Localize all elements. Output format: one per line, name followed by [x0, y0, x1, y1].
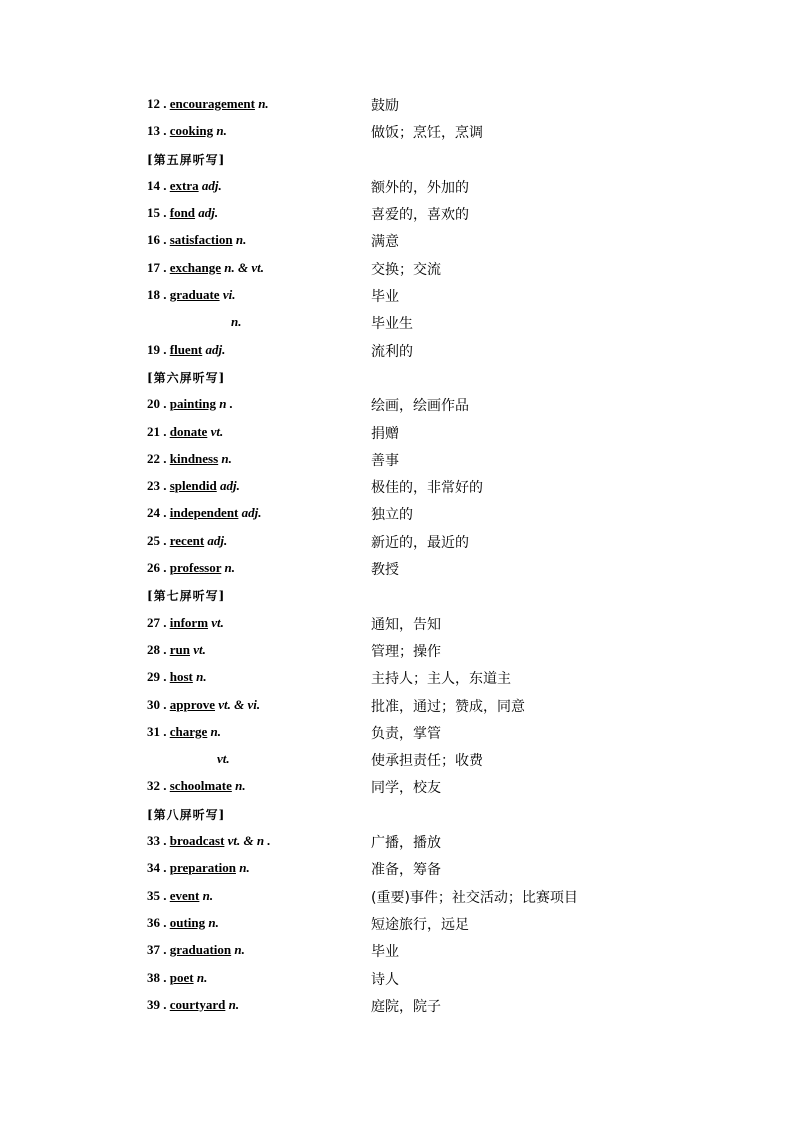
part-of-speech: vt. & n . — [227, 833, 271, 849]
english-term — [147, 751, 230, 767]
section-label: [第七屏听写] — [147, 589, 226, 604]
section-header — [0, 147, 794, 174]
chinese-meaning: 独立的 — [371, 507, 413, 524]
part-of-speech: n. — [231, 314, 242, 330]
vocab-word: event — [169, 887, 200, 903]
item-number: 20 . — [147, 396, 167, 412]
part-of-speech: n. — [210, 723, 222, 739]
part-of-speech: vt. — [193, 641, 206, 657]
item-number: 12 . — [147, 96, 167, 111]
vocab-word: fluent — [169, 341, 203, 357]
vocab-word: run — [169, 641, 190, 657]
part-of-speech: adj. — [241, 505, 262, 521]
part-of-speech: n. — [239, 860, 250, 876]
chinese-meaning: 批准，通过；赞成，同意 — [371, 698, 525, 715]
vocab-row — [0, 420, 794, 447]
chinese-meaning: 通知，告知 — [371, 616, 441, 633]
vocab-row — [0, 283, 794, 310]
item-number: 30 . — [147, 696, 167, 712]
item-number: 23 . — [147, 478, 167, 494]
vocab-row — [0, 201, 794, 228]
vocab-word: approve — [169, 696, 216, 712]
chinese-meaning: 极佳的，非常好的 — [371, 480, 483, 497]
chinese-meaning: 同学，校友 — [371, 780, 441, 797]
vocab-word: kindness — [169, 450, 219, 466]
part-of-speech: n. — [235, 232, 247, 248]
vocab-row — [0, 884, 794, 911]
part-of-speech: vt. — [217, 751, 230, 767]
part-of-speech: adj. — [205, 341, 226, 357]
part-of-speech: n. — [196, 669, 207, 685]
chinese-meaning: 诗人 — [371, 971, 399, 988]
english-term — [147, 96, 269, 112]
vocab-row — [0, 92, 794, 119]
vocab-word: cooking — [169, 123, 214, 139]
chinese-meaning: 鼓励 — [371, 98, 399, 114]
vocab-word: recent — [169, 532, 205, 548]
vocab-word: courtyard — [169, 996, 226, 1012]
part-of-speech: vi. — [222, 287, 236, 303]
chinese-meaning: 准备，筹备 — [371, 862, 441, 879]
vocab-row — [0, 774, 794, 801]
vocab-row — [0, 529, 794, 556]
section-label: [第八屏听写] — [147, 807, 226, 822]
vocab-word: schoolmate — [169, 778, 232, 794]
vocab-word: graduate — [169, 287, 220, 303]
part-of-speech: adj. — [207, 532, 228, 548]
item-number: 15 . — [147, 205, 167, 221]
english-term — [147, 997, 239, 1013]
vocab-word: fond — [169, 205, 196, 221]
part-of-speech: n. — [235, 778, 246, 794]
english-term — [147, 970, 207, 986]
chinese-meaning: 满意 — [371, 234, 399, 251]
vocab-word: painting — [169, 396, 216, 412]
part-of-speech: n. — [221, 450, 232, 466]
item-number: 35 . — [147, 887, 167, 903]
english-term — [147, 915, 219, 931]
chinese-meaning: 主持人；主人，东道主 — [371, 671, 511, 688]
part-of-speech: n. & vt. — [224, 259, 265, 275]
chinese-meaning: 使承担责任；收费 — [371, 753, 483, 770]
english-term — [147, 615, 224, 631]
part-of-speech: n. — [216, 123, 227, 139]
vocabulary-list — [0, 92, 794, 1020]
vocab-row — [0, 720, 794, 747]
english-term — [147, 205, 218, 221]
vocab-word: encouragement — [169, 96, 255, 111]
vocab-row — [0, 693, 794, 720]
part-of-speech: adj. — [219, 478, 240, 494]
vocab-word: inform — [169, 614, 209, 630]
section-header — [0, 802, 794, 829]
chinese-meaning: 捐赠 — [371, 425, 399, 442]
chinese-meaning: 交换；交流 — [371, 261, 441, 278]
vocab-row — [0, 174, 794, 201]
vocab-word: host — [169, 669, 193, 685]
english-term — [147, 505, 262, 521]
item-number: 26 . — [147, 560, 167, 576]
part-of-speech: n. — [202, 887, 214, 903]
part-of-speech: n. — [228, 996, 240, 1012]
part-of-speech: vt. — [211, 614, 224, 630]
english-term — [147, 942, 245, 958]
vocab-word: extra — [169, 177, 199, 193]
part-of-speech: n. — [208, 914, 219, 930]
item-number: 22 . — [147, 450, 167, 466]
item-number: 24 . — [147, 505, 167, 521]
vocab-row — [0, 447, 794, 474]
item-number: 18 . — [147, 287, 167, 303]
item-number: 25 . — [147, 532, 167, 548]
section-label: [第五屏听写] — [147, 152, 226, 167]
vocab-row — [0, 993, 794, 1020]
english-term — [147, 533, 227, 549]
chinese-meaning: 做饭；烹饪，烹调 — [371, 125, 483, 142]
chinese-meaning: 毕业 — [371, 289, 399, 306]
chinese-meaning: 毕业生 — [371, 316, 413, 333]
part-of-speech: adj. — [198, 205, 219, 221]
vocab-word: independent — [169, 505, 239, 521]
part-of-speech: vt. & vi. — [218, 696, 261, 712]
item-number: 19 . — [147, 341, 167, 357]
vocab-word: professor — [169, 560, 222, 576]
english-term — [147, 669, 207, 685]
vocab-word: outing — [169, 914, 206, 930]
item-number: 38 . — [147, 969, 167, 985]
english-term — [147, 478, 240, 494]
vocab-row — [0, 474, 794, 501]
vocab-row — [0, 338, 794, 365]
chinese-meaning: 喜爱的，喜欢的 — [371, 207, 469, 224]
vocab-row — [0, 611, 794, 638]
chinese-meaning: 善事 — [371, 452, 399, 469]
vocab-word: preparation — [169, 860, 236, 876]
vocab-word: charge — [169, 723, 208, 739]
item-number: 21 . — [147, 423, 167, 439]
english-term — [147, 260, 264, 276]
item-number: 32 . — [147, 778, 167, 794]
english-term — [147, 424, 223, 440]
item-number: 37 . — [147, 942, 167, 958]
english-term — [147, 888, 213, 904]
vocab-row — [0, 119, 794, 146]
chinese-meaning: 管理；操作 — [371, 643, 441, 660]
item-number: 39 . — [147, 996, 167, 1012]
vocab-word: broadcast — [169, 833, 225, 849]
vocab-word: satisfaction — [169, 232, 233, 248]
chinese-meaning: 绘画，绘画作品 — [371, 398, 469, 415]
chinese-meaning: 流利的 — [371, 343, 413, 360]
item-number: 14 . — [147, 177, 167, 193]
english-term — [147, 342, 225, 358]
item-number: 16 . — [147, 232, 167, 248]
part-of-speech: n. — [258, 96, 269, 111]
vocab-row — [0, 256, 794, 283]
vocab-row — [0, 228, 794, 255]
part-of-speech: n. — [224, 560, 236, 576]
english-term — [147, 178, 222, 194]
english-term — [147, 123, 227, 139]
english-term — [147, 560, 235, 576]
vocab-row — [0, 638, 794, 665]
english-term — [147, 860, 250, 876]
chinese-meaning: 短途旅行，远足 — [371, 916, 469, 933]
vocab-word: graduation — [169, 942, 232, 958]
vocab-row — [0, 392, 794, 419]
item-number: 27 . — [147, 614, 167, 630]
item-number: 17 . — [147, 259, 167, 275]
chinese-meaning: (重要)事件；社交活动；比赛项目 — [371, 889, 578, 906]
part-of-speech: n . — [219, 396, 233, 412]
vocab-row — [0, 966, 794, 993]
vocab-row — [0, 829, 794, 856]
vocab-row — [0, 856, 794, 883]
section-label: [第六屏听写] — [147, 370, 226, 385]
english-term — [147, 697, 260, 713]
vocab-row — [0, 310, 794, 337]
chinese-meaning: 教授 — [371, 562, 399, 579]
vocab-row — [0, 556, 794, 583]
vocab-word: donate — [169, 423, 208, 439]
english-term — [147, 833, 271, 849]
item-number: 29 . — [147, 669, 167, 685]
section-header — [0, 583, 794, 610]
vocab-word: splendid — [169, 478, 217, 494]
chinese-meaning: 额外的，外加的 — [371, 179, 469, 196]
english-term — [147, 232, 246, 248]
part-of-speech: vt. — [210, 423, 224, 439]
english-term — [147, 778, 246, 794]
chinese-meaning: 庭院，院子 — [371, 998, 441, 1015]
english-term — [147, 287, 235, 303]
english-term — [147, 724, 221, 740]
section-header — [0, 365, 794, 392]
vocab-row — [0, 911, 794, 938]
vocab-row — [0, 747, 794, 774]
item-number: 13 . — [147, 123, 167, 139]
chinese-meaning: 广播，播放 — [371, 835, 441, 852]
vocab-word: exchange — [169, 259, 222, 275]
vocab-row — [0, 501, 794, 528]
chinese-meaning: 负责，掌管 — [371, 725, 441, 742]
item-number: 31 . — [147, 723, 167, 739]
vocab-word: poet — [169, 969, 194, 985]
english-term — [147, 396, 233, 412]
vocab-row — [0, 665, 794, 692]
item-number: 28 . — [147, 641, 167, 657]
english-term — [147, 451, 232, 467]
vocab-row — [0, 938, 794, 965]
item-number: 36 . — [147, 914, 167, 930]
english-term — [147, 314, 241, 330]
item-number: 34 . — [147, 860, 167, 876]
part-of-speech: n. — [196, 969, 208, 985]
item-number: 33 . — [147, 833, 167, 849]
english-term — [147, 642, 206, 658]
part-of-speech: adj. — [201, 177, 222, 193]
part-of-speech: n. — [234, 942, 245, 958]
chinese-meaning: 毕业 — [371, 944, 399, 961]
chinese-meaning: 新近的，最近的 — [371, 534, 469, 551]
